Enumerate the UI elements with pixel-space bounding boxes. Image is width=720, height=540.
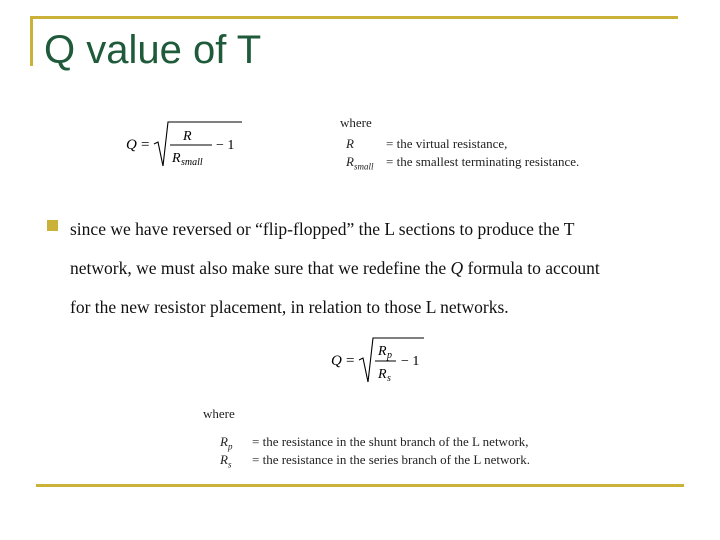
eq2-num-sub: p bbox=[387, 350, 392, 361]
left-rule bbox=[30, 16, 33, 66]
slide-title: Q value of T bbox=[44, 28, 262, 72]
eq2-minus-one: − 1 bbox=[401, 354, 420, 369]
eq2-den-base: R bbox=[378, 367, 387, 382]
where-label-2: where bbox=[203, 406, 235, 421]
bullet-line: for the new resistor placement, in relation to those L networks. bbox=[70, 297, 509, 317]
bullet-line: network, we must also make sure that we redefine the Q formula to account bbox=[70, 258, 600, 278]
eq2-equals: = bbox=[346, 353, 355, 369]
bullet-line: since we have reversed or “flip-flopped” the L sections to produce the T bbox=[70, 219, 575, 239]
top-rule bbox=[30, 16, 678, 19]
q-formula-shunt-series bbox=[326, 334, 436, 388]
eq2-den-sub: s bbox=[387, 373, 391, 384]
eq1-numerator: R bbox=[183, 129, 192, 144]
eq1-equals: = bbox=[141, 137, 150, 153]
where-label-1: where bbox=[340, 115, 372, 130]
definition-row: $R_{small}$ = the smallest terminating resistance. bbox=[346, 154, 580, 172]
eq2-num-base: R bbox=[378, 344, 387, 359]
definition-row: $R_s$ = the resistance in the series branch of the L network. bbox=[220, 452, 530, 470]
definition-row: R = the virtual resistance, bbox=[346, 136, 508, 151]
eq1-den-sub: small bbox=[181, 157, 203, 168]
eq2-lhs: Q bbox=[331, 353, 342, 369]
eq1-den-base: R bbox=[172, 151, 181, 166]
bullet-square-icon bbox=[47, 220, 58, 231]
eq1-minus-one: − 1 bbox=[216, 138, 235, 153]
eq1-lhs: Q bbox=[126, 137, 137, 153]
definition-row: $R_p$ = the resistance in the shunt branch of the L network, bbox=[220, 434, 529, 452]
q-formula-virtual bbox=[120, 118, 250, 174]
bullet-paragraph bbox=[70, 210, 690, 327]
bottom-rule bbox=[36, 484, 684, 487]
